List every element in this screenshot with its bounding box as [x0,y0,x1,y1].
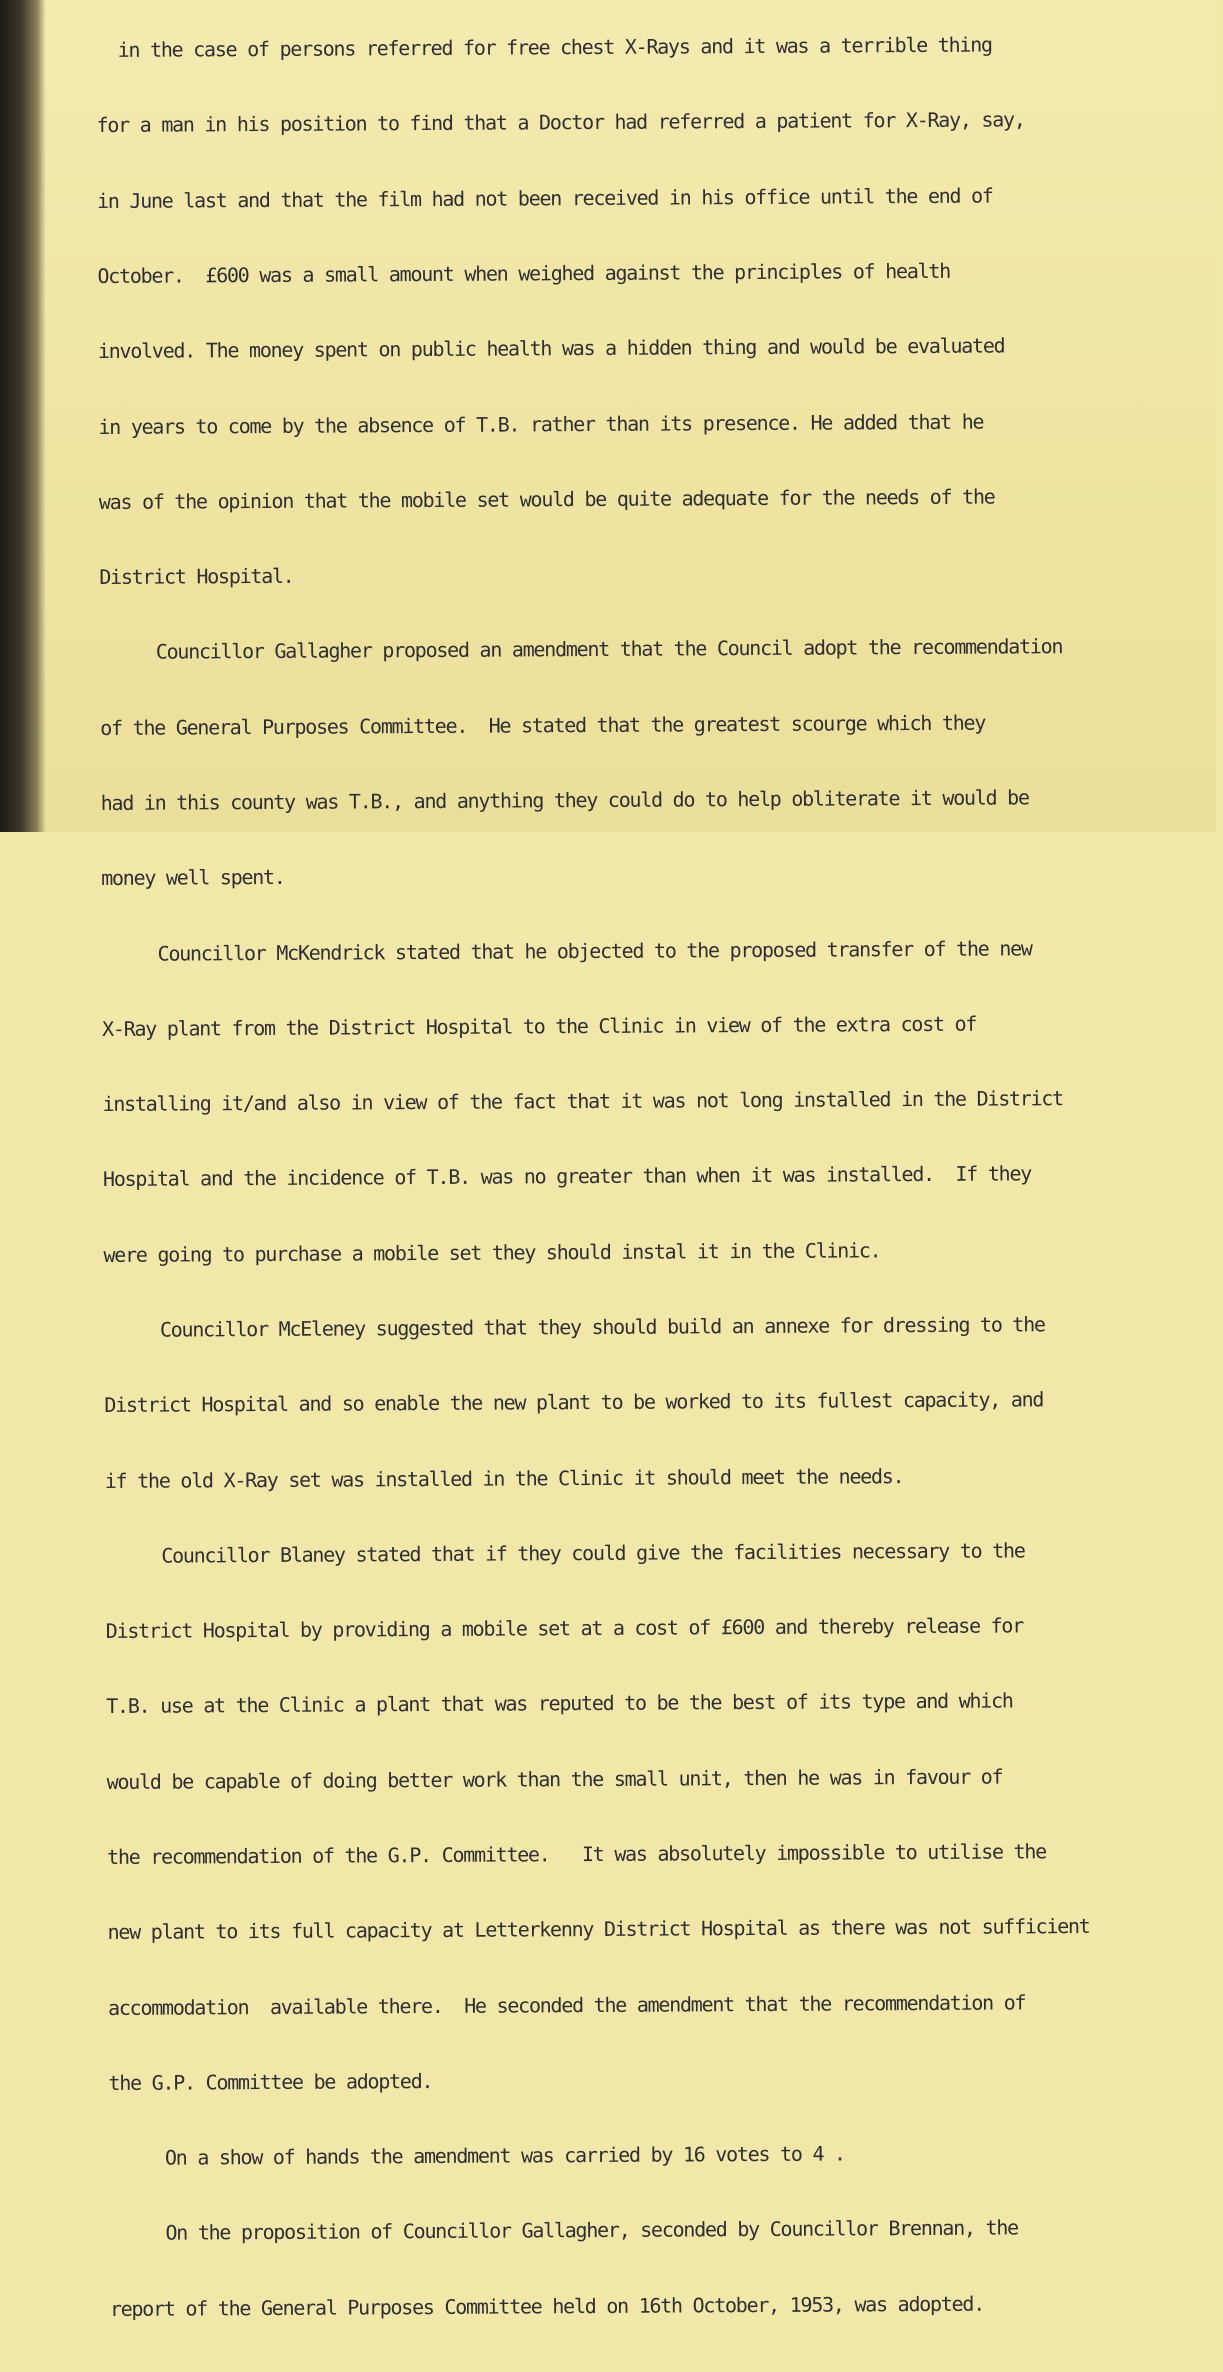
text-line-22: District Hospital by providing a mobile set at a cost of £600 and thereby release for [105,1613,1024,1644]
text-line-2: for a man in his position to find that a Doctor had referred a patient for X-Ray, say, [96,107,1025,138]
text-line-5: involved. The money spent on public health was a hidden thing and would be evaluated [97,333,1005,364]
text-line-31: report of the General Purposes Committee held on 16th October, 1953, was adopted. [109,2291,985,2321]
text-line-18: Councillor McEleney suggested that they should build an annexe for dressing to the [159,1312,1045,1342]
text-line-1: in the case of persons referred for free chest X-Rays and it was a terrible thing [96,32,992,63]
text-line-25: the recommendation of the G.P. Committee. It was absolutely impossible to utilise the [107,1839,1047,1869]
text-line-20: if the old X-Ray set was installed in the Clinic it should meet the needs. [104,1463,904,1493]
text-line-17: were going to purchase a mobile set they should instal it in the Clinic. [103,1237,881,1267]
text-line-3: in June last and that the film had not been received in his office until the end of [96,183,993,213]
text-line-28: the G.P. Committee be adopted. [108,2068,433,2095]
text-line-9: Councillor Gallagher proposed an amendment that the Council adopt the recommendation [155,634,1063,665]
text-line-24: would be capable of doing better work than the small unit, then he was in favour of [106,1764,1003,1794]
text-line-15: installing it/and also in view of the fact that it was not long installed in the District [102,1086,1063,1117]
text-line-29: On a show of hands the amendment was carried by 16 votes to 4 . [164,2141,845,2170]
text-line-4: October. £600 was a small amount when weighed against the principles of health [97,258,951,289]
text-line-12: money well spent. [101,865,285,891]
typed-minutes-text [96,0,1223,2372]
text-line-10: of the General Purposes Committee. He stated that the greatest scourge which they [100,710,986,740]
page-binding-shadow [0,0,46,832]
text-line-21: Councillor Blaney stated that if they could give the facilities necessary to the [161,1538,1025,1568]
text-line-6: in years to come by the absence of T.B. rather than its presence. He added that he [98,409,984,439]
text-line-26: new plant to its full capacity at Letterkenny District Hospital as there was not sufficient [107,1914,1090,1945]
text-line-30: On the proposition of Councillor Gallagher, seconded by Councillor Brennan, the [165,2215,1018,2245]
text-line-11: had in this county was T.B., and anything they could do to help obliterate it would be [100,785,1029,816]
text-line-8: District Hospital. [99,563,294,590]
text-line-27: accommodation available there. He seconded the amendment that the recommendation of [107,1989,1026,2020]
text-line-13: Councillor McKendrick stated that he objected to the proposed transfer of the new [157,935,1032,966]
text-line-19: District Hospital and so enable the new plant to be worked to its fullest capacity, and [104,1387,1044,1418]
text-line-7: was of the opinion that the mobile set would be quite adequate for the needs of the [98,484,995,514]
text-line-14: X-Ray plant from the District Hospital to the Clinic in view of the extra cost of [102,1011,977,1041]
text-line-23: T.B. use at the Clinic a plant that was reputed to be the best of its type and which [106,1688,1013,1719]
text-line-16: Hospital and the incidence of T.B. was no greater than when it was installed. If they [102,1161,1032,1192]
